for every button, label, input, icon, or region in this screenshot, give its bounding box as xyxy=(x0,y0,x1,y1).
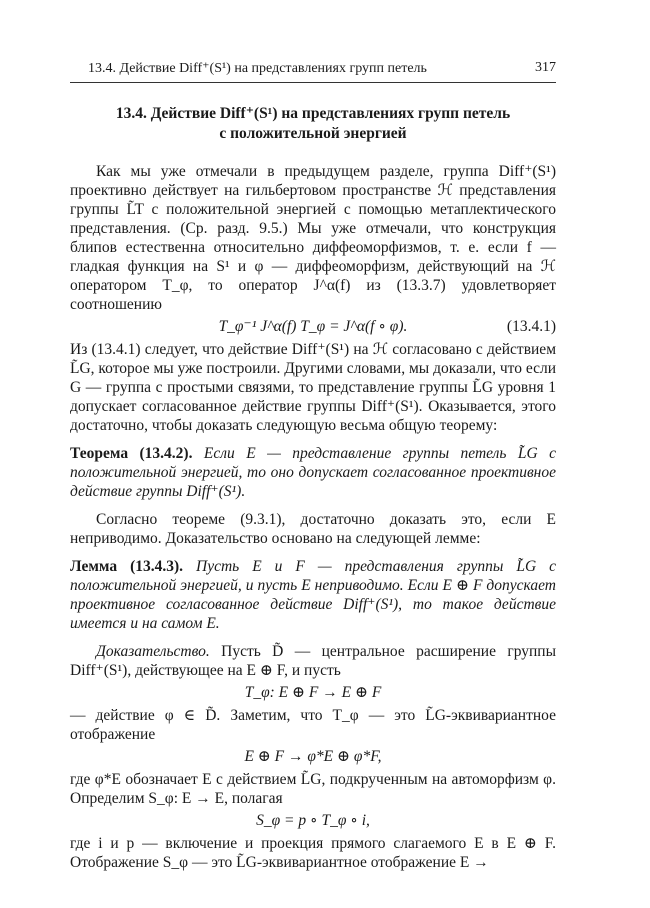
theorem-text: Если E — представление группы петель L̃G с положительной энергией, то оно допускает согласованное проективное действие группы Diff⁺(S¹). xyxy=(70,445,557,500)
theorem-13-4-2 xyxy=(70,444,556,501)
equation-formula: S_φ = p ∘ T_φ ∘ i, xyxy=(256,812,370,829)
paragraph-7: где i и p — включение и проекция прямого слагаемого E в E ⊕ F. Отображение S_φ — это L̃G-эквивариантное отображение E → xyxy=(70,835,556,871)
equation-number: (13.4.1) xyxy=(506,318,556,335)
proof-label: Доказательство. xyxy=(96,643,210,660)
proof-text: Пусть D̃ — центральное расширение группы Diff⁺(S¹), действующее на E ⊕ F, и пусть xyxy=(70,643,556,679)
equation-s-phi xyxy=(70,808,556,834)
equation-map xyxy=(70,744,556,770)
equation-formula: T_φ⁻¹ J^α(f) T_φ = J^α(f ∘ φ). xyxy=(218,318,408,335)
running-head-title: 13.4. Действие Diff⁺(S¹) на представлениях групп петель xyxy=(88,61,427,76)
section-title-line1: 13.4. Действие Diff⁺(S¹) на представлениях групп петель xyxy=(115,105,511,122)
paragraph-3: Согласно теореме (9.3.1), достаточно доказать это, если E неприводимо. Доказательство основано на следующей лемме: xyxy=(70,511,556,547)
paragraph-2: Из (13.4.1) следует, что действие Diff⁺(S¹) на ℋ согласовано с действием L̃G, которое мы уже построили. Другими словами, мы доказали, что если G — группа с простыми связями, то представление группы L̃G уровня 1 допускает согласованное действие группы Diff⁺(S¹). Оказывается, этого достаточно, чтобы доказать следующую весьма общую теорему: xyxy=(70,341,556,434)
running-head xyxy=(70,60,556,82)
page-number: 317 xyxy=(535,60,556,75)
theorem-label: Теорема (13.4.2). xyxy=(70,445,193,462)
equation-13-4-1 xyxy=(70,314,556,340)
paragraph-4 xyxy=(70,642,556,680)
equation-formula: T_φ: E ⊕ F → E ⊕ F xyxy=(244,684,382,701)
equation-formula: E ⊕ F → φ*E ⊕ φ*F, xyxy=(244,748,382,765)
section-title xyxy=(70,104,556,144)
paragraph-1: Как мы уже отмечали в предыдущем разделе, группа Diff⁺(S¹) проективно действует на гильбертовом пространстве ℋ представления группы L̃T с положительной энергией с помощью метаплектического представления. (Ср. разд. 9.5.) Мы уже отмечали, что конструкция блипов естественна относительно диффеоморфизмов, т. е. если f — гладкая функция на S¹ и φ — диффеоморфизм, действующий на ℋ оператором T_φ, то оператор J^α(f) из (13.3.7) удовлетворяет соотношению xyxy=(70,163,556,313)
header-rule xyxy=(70,82,556,83)
lemma-text: Пусть E и F — представления группы L̃G с положительной энергией, и пусть E неприводимо. Если E ⊕ F допускает проективное согласованное действие Diff⁺(S¹), то такое действие имеется и на самом E. xyxy=(70,558,557,632)
paragraph-5: — действие φ ∈ D̃. Заметим, что T_φ — это L̃G-эквивариантное отображение xyxy=(70,707,556,743)
equation-action xyxy=(70,680,556,706)
lemma-13-4-3 xyxy=(70,557,556,633)
lemma-label: Лемма (13.4.3). xyxy=(70,558,184,575)
paragraph-6: где φ*E обозначает E с действием L̃G, подкрученным на автоморфизм φ. Определим S_φ: E → E, полагая xyxy=(70,771,556,807)
section-title-line2: с положительной энергией xyxy=(219,125,407,142)
book-page xyxy=(70,60,556,872)
